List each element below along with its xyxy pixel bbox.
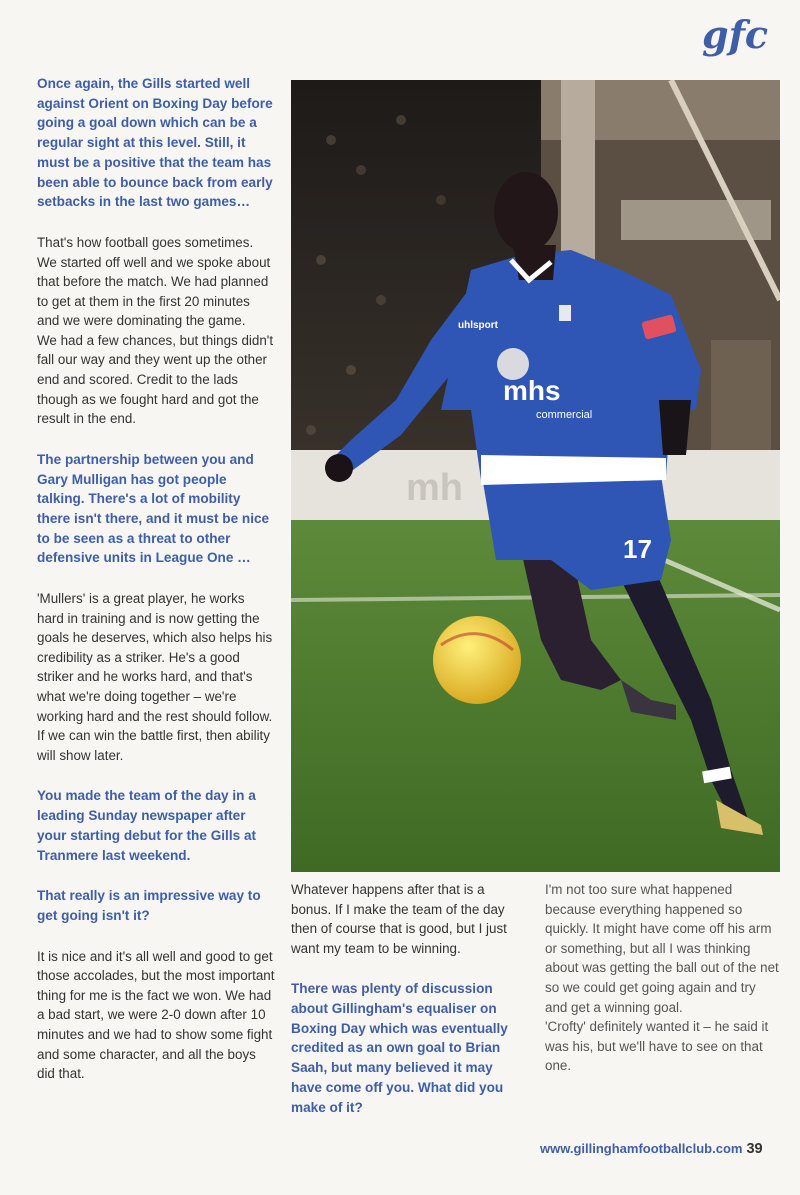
website-url: www.gillinghamfootballclub.com: [540, 1141, 743, 1156]
page-number: 39: [746, 1141, 763, 1157]
shirt-brand: uhlsport: [458, 320, 498, 331]
answer-paragraph: Whatever happens after that is a bonus. If I make the team of the day then of course that is good, but I just want my team to be winning.: [291, 882, 507, 956]
question-paragraph: There was plenty of discussion about Gillingham's equaliser on Boxing Day which was eventually credited as an own goal to Brian Saah, but many believed it may have come off you. What did you make of it?: [291, 981, 508, 1115]
club-logo: [700, 12, 782, 64]
page-footer: [540, 1141, 785, 1157]
answer-paragraph: That's how football goes sometimes. We started off well and we spoke about that before the match. We had planned to get at them in the first 20 minutes and we were dominating the game.: [37, 234, 271, 329]
answer-paragraph: I'm not too sure what happened because everything happened so quickly. It might have come off his arm or something, but all I was thinking about was getting the ball out of the net so we could get going again and try and get a winning goal.: [545, 882, 779, 1015]
answer-paragraph: It is nice and it's all well and good to get those accolades, but the most important thing for me is the fact we won. We had a bad start, we were 2-0 down after 10 minutes and we had to show some fight and some character, and all the boys did that.: [37, 948, 275, 1082]
shirt-number: 17: [623, 534, 652, 564]
text-column-1: [37, 74, 275, 1105]
answer-paragraph: 'Mullers' is a great player, he works hard in training and is now getting the goals he deserves, which also helps his credibility as a striker. He's a good striker and he works hard, and that's what we're doing together – we're working hard and the rest should follow. If we can win the battle first, then ability will show later.: [37, 591, 273, 763]
text-column-2: [291, 880, 526, 1138]
question-paragraph: Once again, the Gills started well against Orient on Boxing Day before going a goal down which can be a regular sight at this level. Still, it must be a positive that the team has been able to bounce back from early setbacks in the last two games…: [37, 76, 273, 210]
question-paragraph: You made the team of the day in a leading Sunday newspaper after your starting debut for the Gills at Tranmere last weekend.: [37, 788, 257, 863]
advert-board-text: mh: [406, 467, 463, 509]
answer-paragraph: We had a few chances, but things didn't fall our way and they went up the other end and scored. Credit to the lads though as we fought hard and got the result in the end.: [37, 332, 274, 427]
shirt-sponsor: mhs: [503, 375, 561, 406]
text-column-3: [545, 880, 780, 1097]
player-photo: [291, 80, 780, 872]
shirt-sponsor-sub: commercial: [536, 409, 593, 421]
football: [433, 616, 521, 704]
question-paragraph: That really is an impressive way to get going isn't it?: [37, 888, 261, 923]
question-paragraph: The partnership between you and Gary Mulligan has got people talking. There's a lot of mobility there isn't there, and it must be nice to be seen as a threat to other defensive units in League One …: [37, 451, 270, 566]
logo-text: gfc: [702, 12, 769, 57]
answer-paragraph: 'Crofty' definitely wanted it – he said it was his, but we'll have to see on that one.: [545, 1019, 769, 1074]
